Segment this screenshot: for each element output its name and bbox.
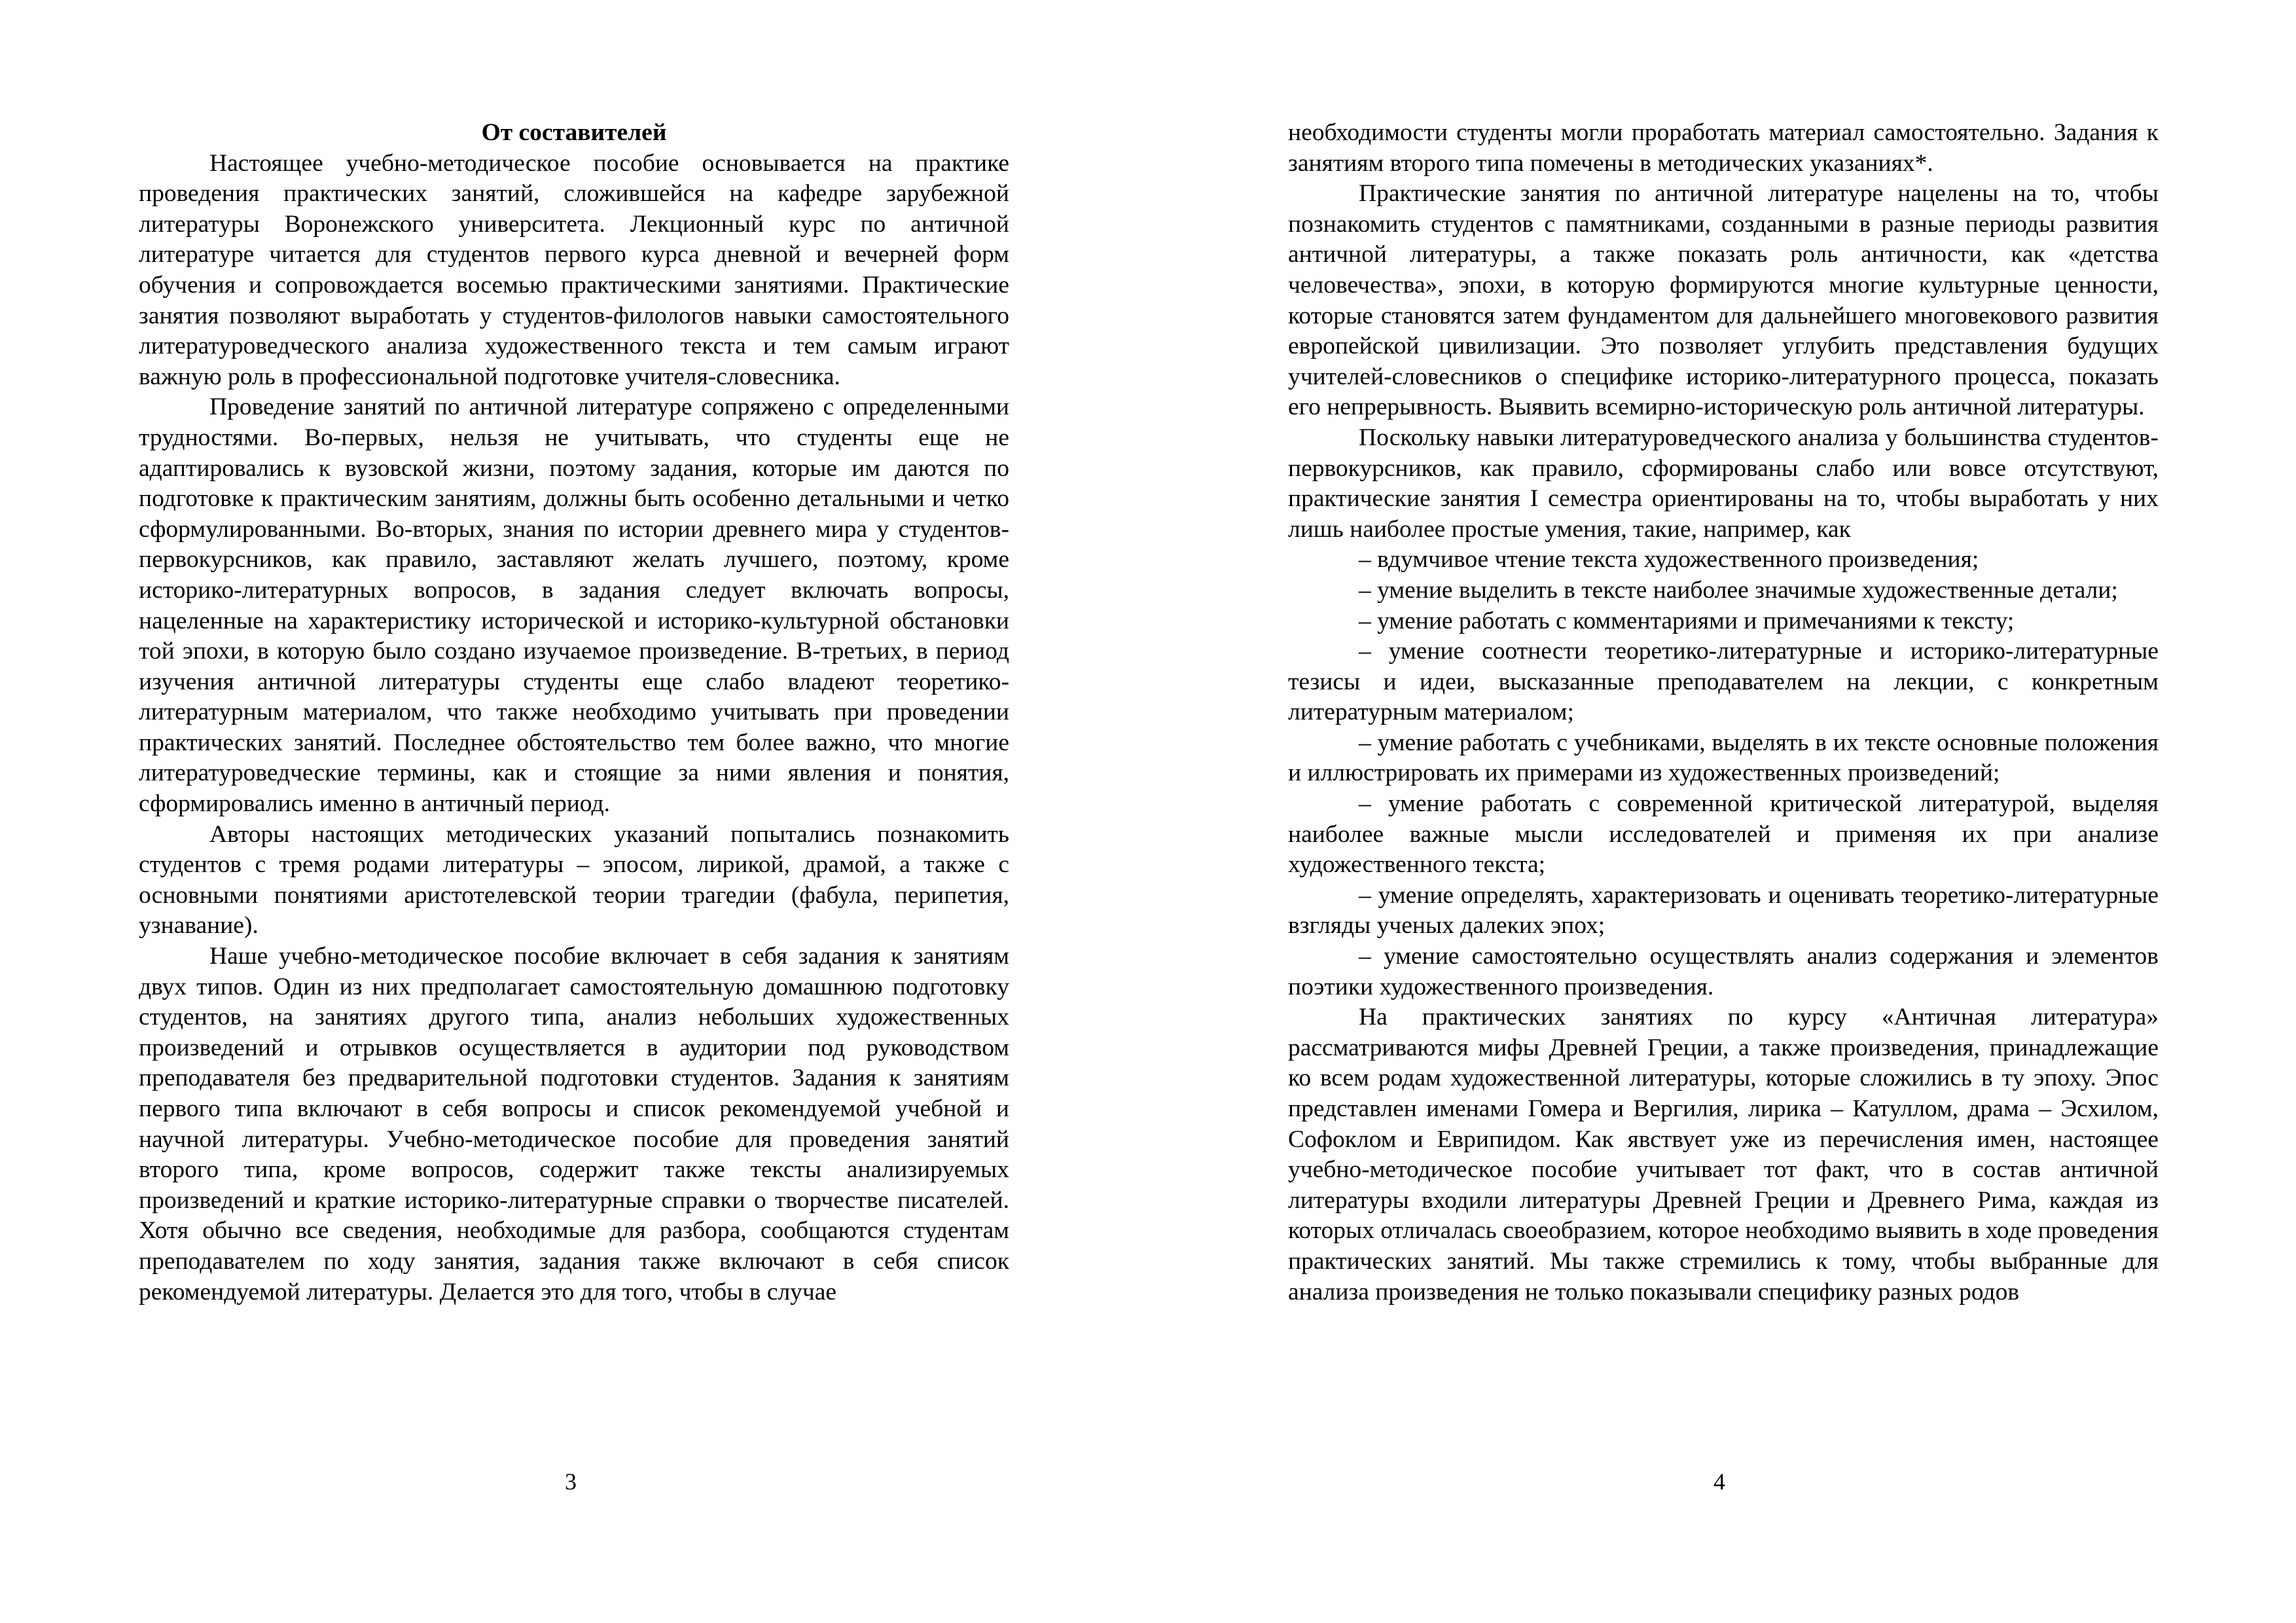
skill-item: – умение определять, характеризовать и оценивать теоретико-литературные взгляды ученых далеких эпох; [1288, 881, 2159, 939]
paragraph-lesson-types: Наше учебно-методическое пособие включает в себя задания к занятиям двух типов. Один из них предполагает самостоятельную домашнюю подготовку студентов, на занятиях другого типа, анализ небольших художественных произведений и отрывков осуществляется в аудитории под руководством преподавателя без предварительной подготовки студентов. Задания к занятиям первого типа включают в себя вопросы и список рекомендуемой учебной и научной литературы. Учебно-методическое пособие для проведения занятий второго типа, кроме вопросов, содержит также тексты анализируемых произведений и краткие историко-литературные справки о творчестве писателей. Хотя обычно все сведения, необходимые для разбора, сообщаются студентам преподавателем по ходу занятия, задания также включают в себя список рекомендуемой литературы. Делается это для того, чтобы в случае [139, 943, 1009, 1305]
left-page [139, 118, 1009, 1307]
skill-item: – вдумчивое чтение текста художественного произведения; [1359, 546, 1979, 574]
skill-item: – умение работать с современной критической литературой, выделяя наиболее важные мысли исследователей и применяя их при анализе художественного текста; [1288, 790, 2159, 879]
page-number: 4 [1713, 1468, 1725, 1495]
paragraph-authors: Авторы настоящих методических указаний попытались познакомить студентов с тремя родами литературы – эпосом, лирикой, драмой, а также с основными понятиями аристотелевской теории трагедии (фабула, перипетия, узнавание). [139, 820, 1009, 939]
skills-list [1288, 545, 2159, 1002]
skill-item: – умение работать с комментариями и примечаниями к тексту; [1359, 607, 2015, 634]
paragraph-continuation: необходимости студенты могли проработать материал самостоятельно. Задания к занятиям второго типа помечены в методических указаниях*. [1288, 119, 2159, 177]
paragraph-goals: Практические занятия по античной литературе нацелены на то, чтобы познакомить студентов с памятниками, созданными в разные периоды развития античной литературы, а также показать роль античности, как «детства человечества», эпохи, в которую формируются многие культурные ценности, которые становятся затем фундаментом для дальнейшего многовекового развития европейской цивилизации. Это позволяет углубить представления будущих учителей-словесников о специфике историко-литературного процесса, показать его непрерывность. Выявить всемирно-историческую роль античной литературы. [1288, 180, 2159, 421]
page-number: 3 [565, 1468, 577, 1495]
section-title: От составителей [481, 119, 667, 146]
skill-item: – умение соотнести теоретико-литературные и историко-литературные тезисы и идеи, высказанные преподавателем на лекции, с конкретным литературным материалом; [1288, 638, 2159, 726]
right-page [1288, 118, 2159, 1307]
skill-item: – умение работать с учебниками, выделять в их тексте основные положения и иллюстрировать их примерами из художественных произведений; [1288, 729, 2159, 787]
skill-item: – умение выделить в тексте наиболее значимые художественные детали; [1359, 576, 2118, 604]
paragraph-skills-intro: Поскольку навыки литературоведческого анализа у большинства студентов-первокурсников, как правило, сформированы слабо или вовсе отсутствуют, практические занятия I семестра ориентированы на то, чтобы выработать у них лишь наиболее простые умения, такие, например, как [1288, 424, 2159, 543]
paragraph-course-content: На практических занятиях по курсу «Античная литература» рассматриваются мифы Древней Греции, а также произведения, принадлежащие ко всем родам художественной литературы, которые сложились в ту эпоху. Эпос представлен именами Гомера и Вергилия, лирика – Катуллом, драма – Эсхилом, Софоклом и Еврипидом. Как явствует уже из перечисления имен, настоящее учебно-методическое пособие учитывает тот факт, что в состав античной литературы входили литературы Древней Греции и Древнего Рима, каждая из которых отличалась своеобразием, которое необходимо выявить в ходе проведения практических занятий. Мы также стремились к тому, чтобы выбранные для анализа произведения не только показывали специфику разных родов [1288, 1004, 2159, 1305]
skill-item: – умение самостоятельно осуществлять анализ содержания и элементов поэтики художественного произведения. [1288, 943, 2159, 1000]
paragraph-difficulties: Проведение занятий по античной литературе сопряжено с определенными трудностями. Во-первых, нельзя не учитывать, что студенты еще не адаптировались к вузовской жизни, поэтому задания, которые им даются по подготовке к практическим занятиям, должны быть особенно детальными и четко сформулированными. Во-вторых, знания по истории древнего мира у студентов-первокурсников, как правило, заставляют желать лучшего, поэтому, кроме историко-литературных вопросов, в задания следует включать вопросы, нацеленные на характеристику исторической и историко-культурной обстановки той эпохи, в которую было создано изучаемое произведение. В-третьих, в период изучения античной литературы студенты еще слабо владеют теоретико-литературным материалом, что также необходимо учитывать при проведении практических занятий. Последнее обстоятельство тем более важно, что многие литературоведческие термины, как и стоящие за ними явления и понятия, сформировались именно в античный период. [139, 393, 1009, 818]
paragraph-intro: Настоящее учебно-методическое пособие основывается на практике проведения практических занятий, сложившейся на кафедре зарубежной литературы Воронежского университета. Лекционный курс по античной литературе читается для студентов первого курса дневной и вечерней форм обучения и сопровождается восемью практическими занятиями. Практические занятия позволяют выработать у студентов-филологов навыки самостоятельного литературоведческого анализа художественного текста и тем самым играют важную роль в профессиональной подготовке учителя-словесника. [139, 149, 1009, 390]
